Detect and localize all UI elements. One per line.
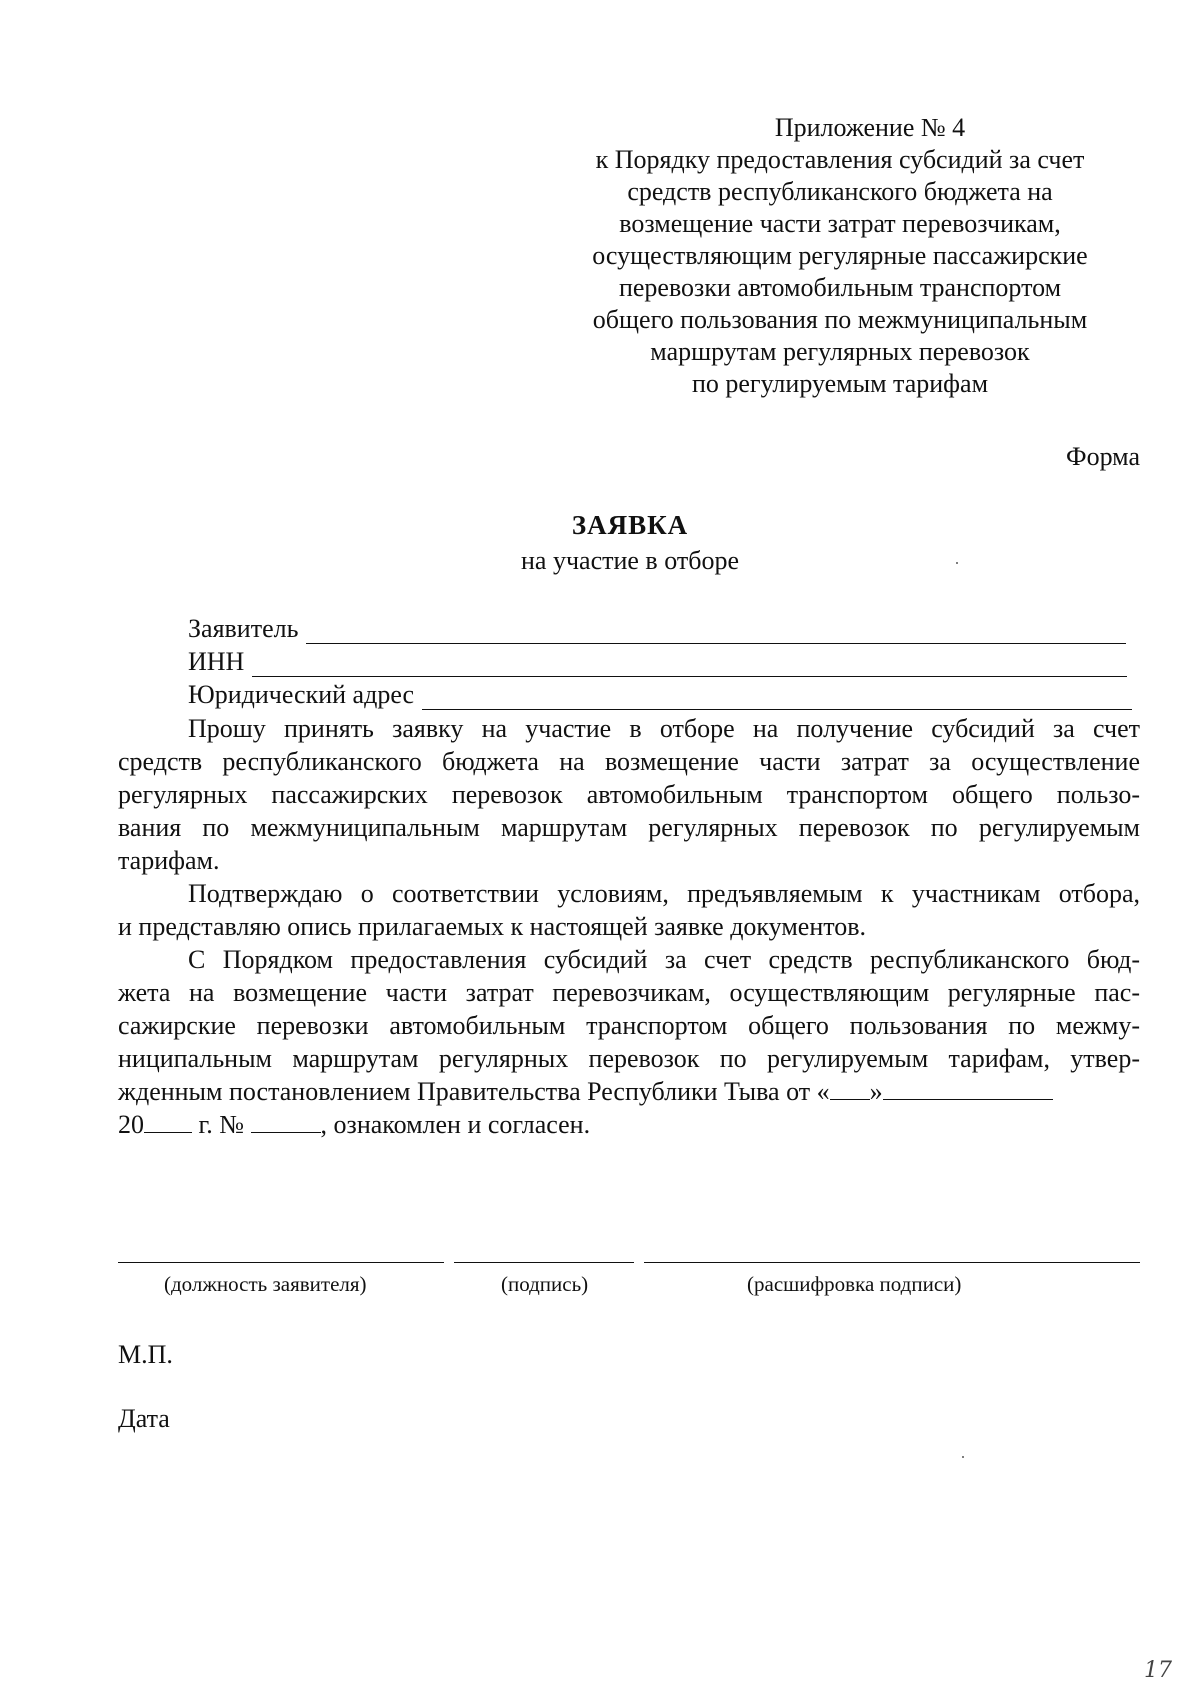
paragraph-line: и представляю опись прилагаемых к настоящей заявке документов. (118, 912, 867, 941)
resolution-quote-close: » (869, 1077, 883, 1106)
paragraph-line: вания по межмуниципальным маршрутам регулярных перевозок по регулируемым (118, 813, 1140, 842)
paragraph-agreement (118, 943, 1140, 1141)
inn-blank-line[interactable] (252, 652, 1127, 677)
resolution-year-prefix: 20 (118, 1110, 144, 1139)
resolution-month-blank[interactable] (883, 1077, 1053, 1100)
signature-caption: (подпись) (501, 1272, 589, 1296)
paragraph-line: Прошу принять заявку на участие в отборе на получение субсидий за счет (188, 714, 1140, 743)
legal-address-label: Юридический адрес (188, 680, 415, 709)
position-signature-line[interactable] (118, 1262, 444, 1263)
resolution-text: жденным постановлением Правительства Республики Тыва от « (118, 1077, 830, 1106)
paragraph-line: средств республиканского бюджета на возмещение части затрат за осуществление (118, 747, 1140, 776)
applicant-field (188, 614, 1126, 644)
paragraph-line: сажирские перевозки автомобильным транспортом общего пользования по межму- (118, 1011, 1140, 1040)
appendix-line: маршрутам регулярных перевозок (650, 337, 1030, 366)
paragraph-line: жета на возмещение части затрат перевозчикам, осуществляющим регулярные пас- (118, 978, 1140, 1007)
paragraph-line: С Порядком предоставления субсидий за счет средств республиканского бюд- (188, 945, 1140, 974)
handwritten-page-number: 17 (1144, 1658, 1172, 1683)
appendix-line: общего пользования по межмуниципальным (592, 305, 1088, 334)
paragraph-line: ниципальным маршрутам регулярных перевозок по регулируемым тарифам, утвер- (118, 1044, 1140, 1073)
appendix-line: к Порядку предоставления субсидий за счет (595, 145, 1085, 174)
legal-address-blank-line[interactable] (422, 685, 1132, 710)
resolution-number-blank[interactable] (251, 1110, 321, 1133)
paragraph-line-resolution (118, 1075, 1140, 1108)
appendix-line: по регулируемым тарифам (691, 369, 989, 398)
resolution-tail: , ознакомлен и согласен. (320, 1110, 591, 1139)
decryption-signature-line[interactable] (644, 1262, 1140, 1263)
paragraph-line: Подтверждаю о соответствии условиям, предъявляемым к участникам отбора, (188, 879, 1140, 908)
document-subtitle: на участие в отборе (521, 546, 739, 575)
signature-line[interactable] (454, 1262, 634, 1263)
appendix-line: средств республиканского бюджета на (627, 177, 1053, 206)
resolution-year-blank[interactable] (144, 1110, 192, 1133)
paragraph-line: регулярных пассажирских перевозок автомобильным транспортом общего пользо- (118, 780, 1140, 809)
date-label: Дата (118, 1404, 170, 1433)
applicant-blank-line[interactable] (306, 619, 1126, 644)
form-label: Форма (1066, 442, 1140, 471)
document-title: ЗАЯВКА (571, 510, 689, 540)
paragraph-confirmation (118, 877, 1140, 943)
appendix-line: осуществляющим регулярные пассажирские (592, 241, 1088, 270)
scan-speck (962, 1456, 964, 1458)
appendix-line: перевозки автомобильным транспортом (618, 273, 1062, 302)
signature-lines (118, 1262, 1140, 1264)
legal-address-field (188, 680, 1132, 710)
resolution-day-blank[interactable] (830, 1077, 870, 1100)
appendix-header (560, 112, 1120, 400)
resolution-number-prefix: г. № (192, 1110, 251, 1139)
paragraph-line-resolution-number (118, 1108, 1140, 1141)
stamp-label: М.П. (118, 1340, 173, 1369)
decryption-caption: (расшифровка подписи) (747, 1272, 962, 1296)
paragraph-request (118, 712, 1140, 877)
inn-label: ИНН (188, 647, 245, 676)
scan-speck (956, 562, 958, 564)
paragraph-line: тарифам. (118, 846, 220, 875)
applicant-label: Заявитель (188, 614, 299, 643)
appendix-line: Приложение № 4 (774, 113, 966, 142)
appendix-line: возмещение части затрат перевозчикам, (619, 209, 1061, 238)
inn-field (188, 647, 1127, 677)
position-caption: (должность заявителя) (164, 1272, 367, 1296)
